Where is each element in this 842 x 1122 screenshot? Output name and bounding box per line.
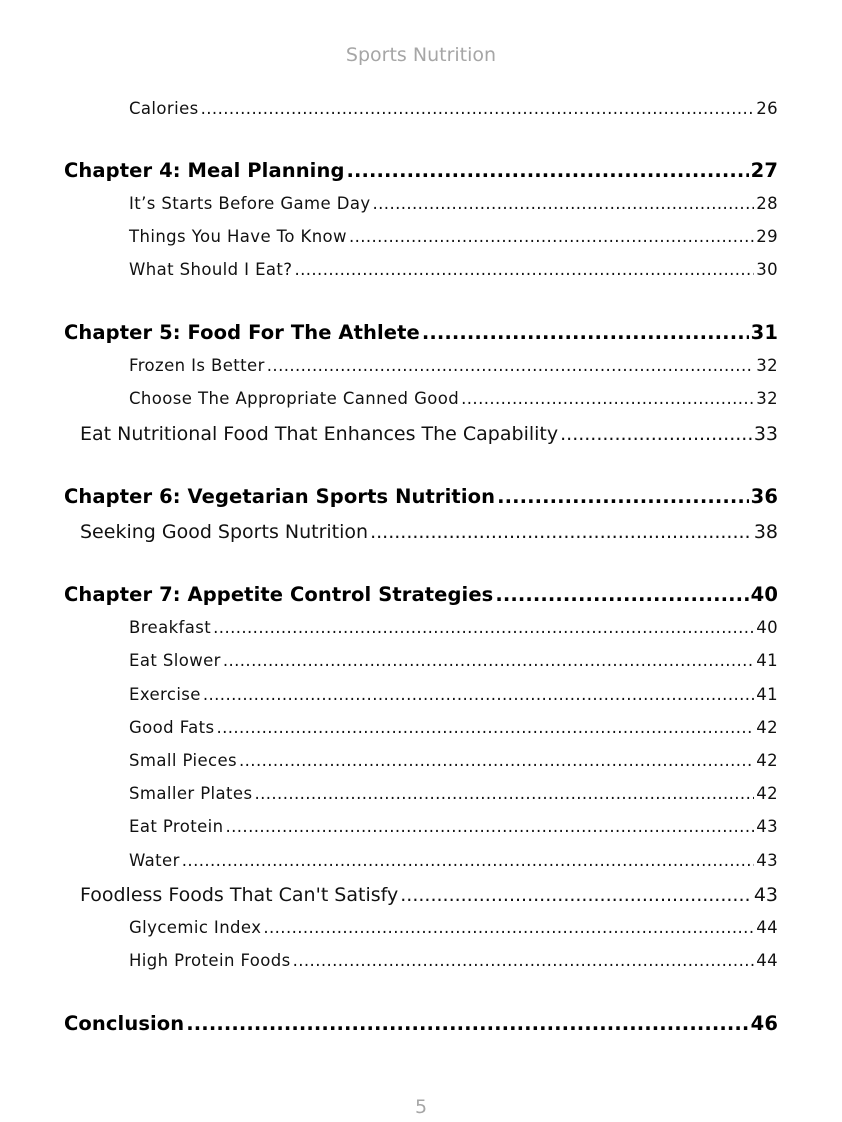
toc-entry-page: 42 <box>756 718 778 737</box>
toc-entry-title: What Should I Eat? <box>129 260 293 279</box>
toc-entry-smaller-plates[interactable] <box>129 784 778 803</box>
toc-entry-title: Chapter 4: Meal Planning <box>64 159 345 182</box>
dot-leader <box>373 194 755 213</box>
dot-leader <box>213 618 754 637</box>
toc-entry-page: 30 <box>756 260 778 279</box>
toc-entry-title: Chapter 5: Food For The Athlete <box>64 321 420 344</box>
toc-entry-title: Choose The Appropriate Canned Good <box>129 389 460 408</box>
dot-leader <box>294 260 754 279</box>
toc-entry-page: 41 <box>756 685 778 704</box>
toc-entry-high-protein-foods[interactable] <box>129 951 778 970</box>
toc-entry-water[interactable] <box>129 851 778 870</box>
toc-entry-exercise[interactable] <box>129 685 778 704</box>
dot-leader <box>495 583 748 606</box>
toc-entry-title: Small Pieces <box>129 751 238 770</box>
toc-entry-what-should-i-eat[interactable] <box>129 260 778 279</box>
toc-section-foodless-foods[interactable] <box>80 884 778 906</box>
toc-entry-title: It’s Starts Before Game Day <box>129 194 371 213</box>
toc-chapter-4[interactable] <box>64 159 778 182</box>
toc-entry-page: 32 <box>756 389 778 408</box>
dot-leader <box>186 1012 748 1035</box>
dot-leader <box>239 751 754 770</box>
toc-entry-glycemic-index[interactable] <box>129 918 778 937</box>
dot-leader <box>370 521 752 543</box>
toc-entry-page: 29 <box>756 227 778 246</box>
toc-entry-frozen-is-better[interactable] <box>129 356 778 375</box>
toc-entry-calories[interactable] <box>129 99 778 118</box>
toc-entry-page: 42 <box>756 784 778 803</box>
toc-entry-title: Chapter 6: Vegetarian Sports Nutrition <box>64 485 496 508</box>
toc-entry-page: 41 <box>756 651 778 670</box>
toc-entry-canned-good[interactable] <box>129 389 778 408</box>
toc-entry-page: 46 <box>750 1012 778 1035</box>
dot-leader <box>349 227 754 246</box>
toc-entry-good-fats[interactable] <box>129 718 778 737</box>
toc-entry-title: Eat Slower <box>129 651 221 670</box>
toc-entry-title: Eat Nutritional Food That Enhances The Capability <box>80 423 559 445</box>
toc-entry-title: Calories <box>129 99 199 118</box>
toc-chapter-5[interactable] <box>64 321 778 344</box>
toc-entry-starts-before-game-day[interactable] <box>129 194 778 213</box>
toc-entry-page: 44 <box>756 951 778 970</box>
toc-chapter-6[interactable] <box>64 485 778 508</box>
toc-entry-page: 44 <box>756 918 778 937</box>
page-number: 5 <box>414 1096 428 1118</box>
toc-entry-title: Water <box>129 851 180 870</box>
dot-leader <box>223 651 754 670</box>
toc-entry-title: Eat Protein <box>129 817 224 836</box>
dot-leader <box>182 851 754 870</box>
dot-leader <box>267 356 754 375</box>
toc-conclusion[interactable] <box>64 1012 778 1035</box>
toc-entry-page: 32 <box>756 356 778 375</box>
toc-entry-page: 27 <box>750 159 778 182</box>
toc-entry-page: 42 <box>756 751 778 770</box>
dot-leader <box>226 817 755 836</box>
toc-entry-things-you-have-to-know[interactable] <box>129 227 778 246</box>
toc-entry-page: 31 <box>750 321 778 344</box>
toc-entry-title: High Protein Foods <box>129 951 291 970</box>
toc-entry-title: Seeking Good Sports Nutrition <box>80 521 369 543</box>
toc-entry-eat-slower[interactable] <box>129 651 778 670</box>
toc-entry-breakfast[interactable] <box>129 618 778 637</box>
toc-entry-page: 40 <box>750 583 778 606</box>
dot-leader <box>422 321 749 344</box>
toc-entry-page: 36 <box>750 485 778 508</box>
toc-entry-page: 28 <box>756 194 778 213</box>
dot-leader <box>254 784 754 803</box>
dot-leader <box>560 423 752 445</box>
dot-leader <box>400 884 752 906</box>
toc-entry-page: 43 <box>753 884 778 906</box>
toc-entry-title: Smaller Plates <box>129 784 253 803</box>
toc-entry-title: Frozen Is Better <box>129 356 265 375</box>
toc-entry-title: Conclusion <box>64 1012 185 1035</box>
dot-leader <box>497 485 749 508</box>
dot-leader <box>347 159 749 182</box>
toc-entry-page: 38 <box>753 521 778 543</box>
toc-entry-small-pieces[interactable] <box>129 751 778 770</box>
toc-entry-page: 33 <box>753 423 778 445</box>
toc-entry-page: 43 <box>756 851 778 870</box>
toc-entry-title: Chapter 7: Appetite Control Strategies <box>64 583 494 606</box>
dot-leader <box>201 99 755 118</box>
dot-leader <box>293 951 755 970</box>
dot-leader <box>263 918 754 937</box>
toc-chapter-7[interactable] <box>64 583 778 606</box>
toc-entry-title: Good Fats <box>129 718 215 737</box>
running-header: Sports Nutrition <box>345 44 497 66</box>
toc-entry-title: Foodless Foods That Can't Satisfy <box>80 884 399 906</box>
toc-entry-page: 40 <box>756 618 778 637</box>
dot-leader <box>216 718 754 737</box>
toc-section-seeking-good-nutrition[interactable] <box>80 521 778 543</box>
dot-leader <box>203 685 754 704</box>
toc-entry-eat-protein[interactable] <box>129 817 778 836</box>
toc-entry-title: Exercise <box>129 685 201 704</box>
toc-section-nutritional-food[interactable] <box>80 423 778 445</box>
toc-entry-title: Glycemic Index <box>129 918 262 937</box>
toc-entry-title: Things You Have To Know <box>129 227 347 246</box>
toc-entry-page: 43 <box>756 817 778 836</box>
dot-leader <box>461 389 754 408</box>
toc-entry-title: Breakfast <box>129 618 212 637</box>
toc-entry-page: 26 <box>756 99 778 118</box>
